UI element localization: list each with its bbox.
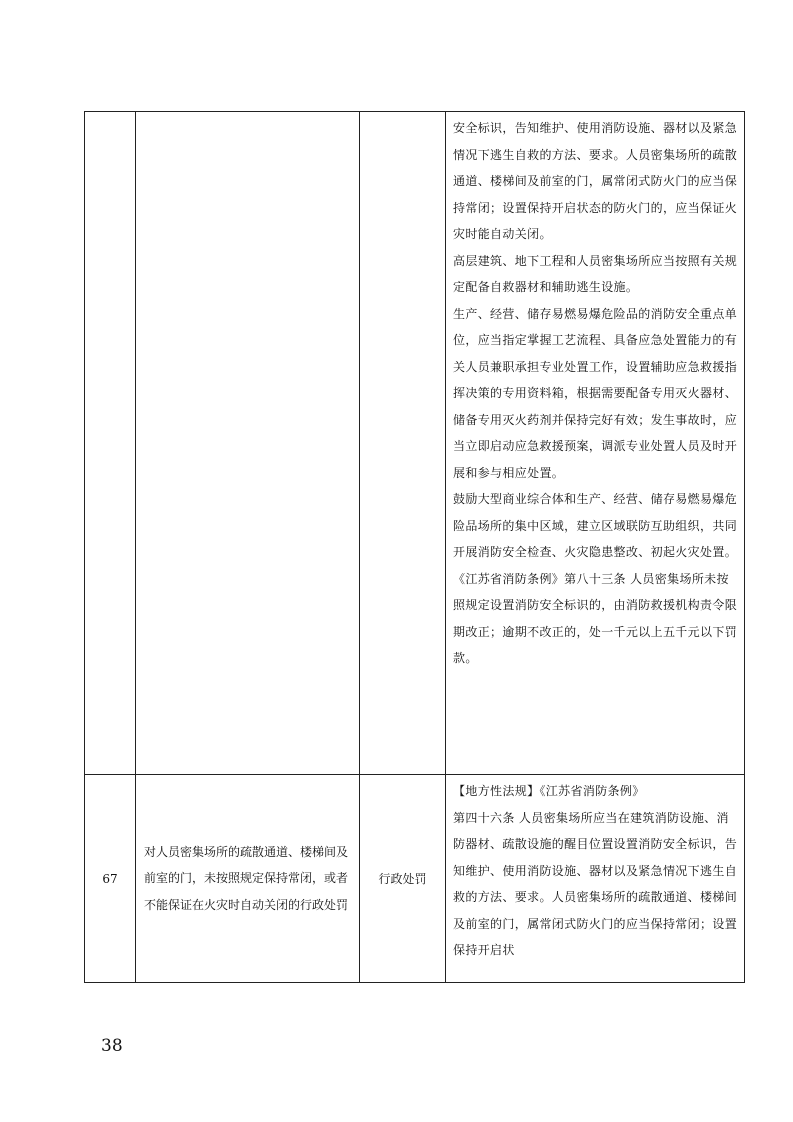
basis-paragraph: 第四十六条 人员密集场所应当在建筑消防设施、消防器材、疏散设施的醒目位置设置消防安全标识，告知维护、使用消防设施、器材以及紧急情况下逃生自救的方法、要求。人员密集场所的疏散通道、楼梯间及前室的门，属常闭式防火门的应当保持常闭；设置保持开启状 bbox=[453, 810, 738, 957]
regulation-table bbox=[84, 111, 745, 983]
action-type-cell bbox=[360, 112, 446, 775]
basis-paragraph: 【地方性法规】《江苏省消防条例》 bbox=[453, 784, 645, 798]
row-number-cell bbox=[85, 112, 136, 775]
basis-paragraph: 高层建筑、地下工程和人员密集场所应当按照有关规定配备自救器材和辅助逃生设施。 bbox=[453, 253, 738, 294]
action-type-cell: 行政处罚 bbox=[360, 775, 446, 983]
table-row bbox=[85, 112, 745, 775]
legal-basis-cell bbox=[446, 112, 745, 775]
item-name-cell bbox=[136, 112, 360, 775]
item-name-cell: 对人员密集场所的疏散通道、楼梯间及前室的门，未按照规定保持常闭，或者不能保证在火灾时自动关闭的行政处罚 bbox=[136, 775, 360, 983]
row-number-cell: 67 bbox=[85, 775, 136, 983]
basis-paragraph: 安全标识，告知维护、使用消防设施、器材以及紧急情况下逃生自救的方法、要求。人员密集场所的疏散通道、楼梯间及前室的门，属常闭式防火门的应当保持常闭；设置保持开启状态的防火门的，应当保证火灾时能自动关闭。 bbox=[453, 121, 738, 241]
legal-basis-cell bbox=[446, 775, 745, 983]
table-row bbox=[85, 775, 745, 983]
basis-paragraph: 鼓励大型商业综合体和生产、经营、储存易燃易爆危险品场所的集中区域，建立区域联防互助组织，共同开展消防安全检查、火灾隐患整改、初起火灾处置。 bbox=[453, 492, 738, 559]
basis-paragraph: 生产、经营、储存易燃易爆危险品的消防安全重点单位，应当指定掌握工艺流程、具备应急处置能力的有关人员兼职承担专业处置工作，设置辅助应急救援指挥决策的专用资料箱，根据需要配备专用灭火器材、储备专用灭火药剂并保持完好有效；发生事故时，应当立即启动应急救援预案，调派专业处置人员及时开展和参与相应处置。 bbox=[453, 306, 738, 480]
page-number: 38 bbox=[101, 1036, 123, 1056]
basis-paragraph: 《江苏省消防条例》第八十三条 人员密集场所未按照规定设置消防安全标识的，由消防救援机构责令限期改正；逾期不改正的，处一千元以上五千元以下罚款。 bbox=[453, 571, 738, 665]
